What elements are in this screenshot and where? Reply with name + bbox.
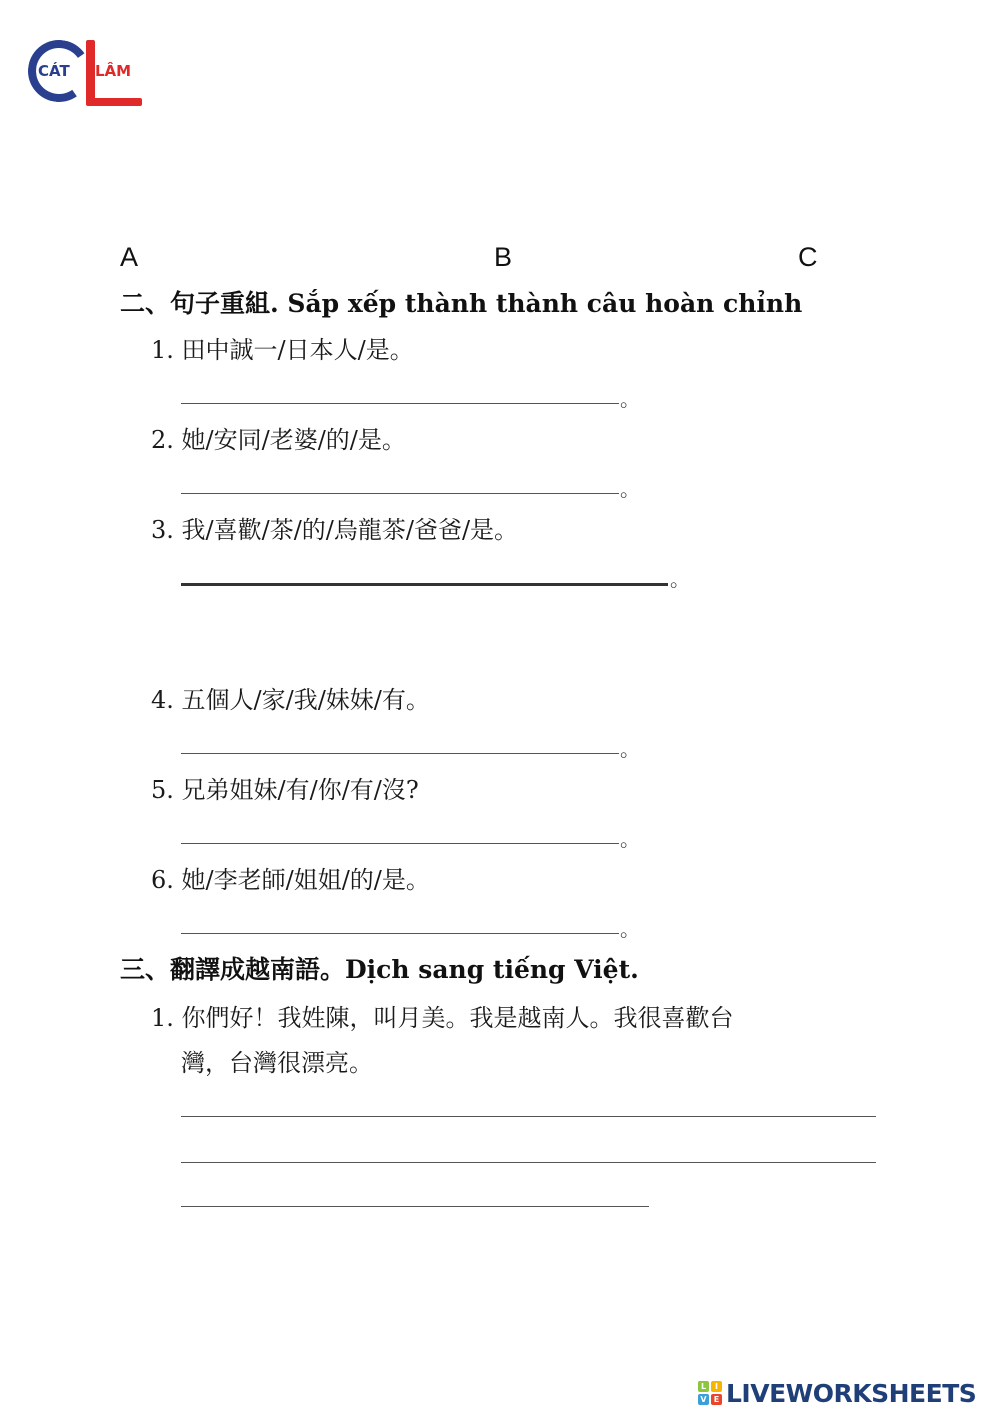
translation-answer-line-2[interactable]: [181, 1162, 876, 1163]
column-label-c: C: [798, 242, 818, 272]
question-3: 3. 我/喜歡/茶/的/烏龍茶/爸爸/是。: [151, 516, 519, 544]
liveworksheets-logo: [698, 1378, 976, 1408]
translation-prompt-line-1: 1. 你們好！我姓陳，叫月美。我是越南人。我很喜歡台: [151, 1004, 734, 1032]
answer-2-period: 。: [620, 477, 640, 501]
question-5: 5. 兄弟姐妹/有/你/有/沒?: [151, 776, 419, 804]
badge-letter-i: I: [711, 1381, 722, 1392]
answer-line-1[interactable]: [181, 403, 619, 404]
badge-letter-v: V: [698, 1394, 709, 1405]
answer-line-4[interactable]: [181, 753, 619, 754]
question-1: 1. 田中誠一/日本人/是。: [151, 336, 414, 364]
badge-letter-e: E: [711, 1394, 722, 1405]
question-6: 6. 她/李老師/姐姐/的/是。: [151, 866, 430, 894]
translation-answer-line-3[interactable]: [181, 1206, 649, 1207]
answer-line-6[interactable]: [181, 933, 619, 934]
badge-letter-l: L: [698, 1381, 709, 1392]
cat-lam-logo: [28, 40, 146, 112]
logo-l-shape: [86, 40, 95, 102]
answer-3-period: 。: [670, 567, 690, 591]
logo-text-cat: CÁT: [38, 62, 70, 80]
translation-answer-line-1[interactable]: [181, 1116, 876, 1117]
question-2: 2. 她/安同/老婆/的/是。: [151, 426, 406, 454]
translation-prompt-line-2: 灣，台灣很漂亮。: [181, 1049, 373, 1077]
live-badge-icon: [698, 1381, 722, 1405]
answer-line-5[interactable]: [181, 843, 619, 844]
answer-line-3[interactable]: [181, 583, 668, 586]
section-3-title: 三、翻譯成越南語。Dịch sang tiếng Việt.: [120, 955, 639, 984]
column-label-b: B: [494, 242, 513, 272]
answer-5-period: 。: [620, 827, 640, 851]
section-2-title: 二、句子重組. Sắp xếp thành thành câu hoàn chỉnh: [120, 289, 803, 318]
question-4: 4. 五個人/家/我/妹妹/有。: [151, 686, 430, 714]
answer-1-period: 。: [620, 387, 640, 411]
answer-4-period: 。: [620, 737, 640, 761]
column-label-a: A: [120, 242, 139, 272]
logo-l-base: [86, 98, 142, 106]
liveworksheets-brand-text: LIVEWORKSHEETS: [726, 1378, 977, 1408]
logo-text-lam: LÂM: [95, 62, 132, 80]
answer-line-2[interactable]: [181, 493, 619, 494]
answer-6-period: 。: [620, 917, 640, 941]
